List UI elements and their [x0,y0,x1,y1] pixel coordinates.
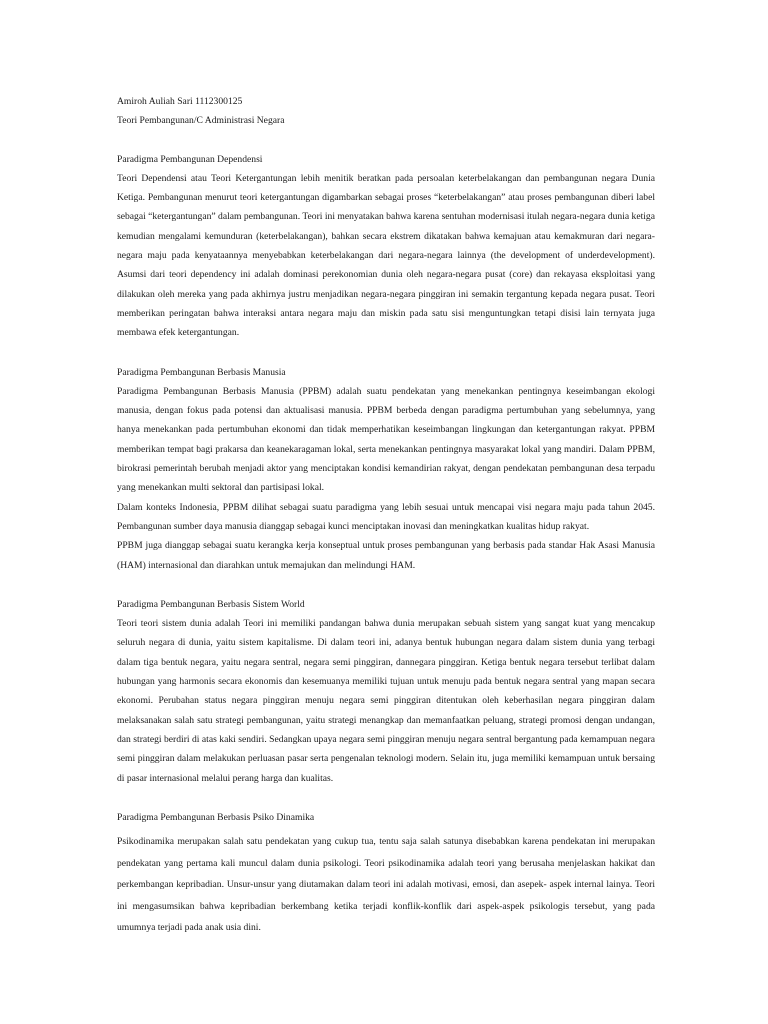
section-title: Paradigma Pembangunan Berbasis Psiko Dinamika [117,811,315,823]
section-dependensi [117,150,655,343]
paragraph: Teori teori sistem dunia adalah Teori ini memiliki pandangan bahwa dunia merupakan sebuah sistem yang sangat kuat yang mencakup seluruh negara di dunia, yaitu sistem kapitalisme. Di dalam teori ini, adanya bentuk hubungan negara dalam sistem dunia yang terbagi dalam tiga bentuk negara, yaitu negara sentral, negara semi pinggiran, dannegara pinggiran. Ketiga bentuk negara tersebut terlibat dalam hubungan yang harmonis secara ekonomis dan kesemuanya memiliki tujuan untuk menuju pada bentuk negara sentral yang mapan secara ekonomi. Perubahan status negara pinggiran menuju negara semi pinggiran ditentukan oleh keberhasilan negara pinggiran dalam melaksanakan salah satu strategi pembangunan, yaitu strategi menangkap dan memanfaatkan peluang, strategi promosi dengan undangan, dan strategi berdiri di atas kaki sendiri. Sedangkan upaya negara semi pinggiran menuju negara sentral bergantung pada kemampuan negara semi pinggiran dalam melakukan perluasan pasar serta pengenalan teknologi modern. Selain itu, juga memiliki kemampuan untuk bersaing di pasar internasional melalui perang harga dan kualitas. [117,618,655,784]
paragraph: Teori Dependensi atau Teori Ketergantungan lebih menitik beratkan pada persoalan keterbelakangan dan pembangunan negara Dunia Ketiga. Pembangunan menurut teori ketergantungan digambarkan sebagai proses “keterbelakangan” atau proses pembangunan diberi label sebagai “ketergantungan” dalam pembangunan. Teori ini menyatakan bahwa karena sentuhan modernisasi itulah negara-negara dunia ketiga kemudian mengalami kemunduran (keterbelakangan), bahkan secara ekstrem dikatakan bahwa kemajuan atau kemakmuran dari negara-negara maju pada kenyataannya menyebabkan keterbelakangan dari negara-negara lainnya (the development of underdevelopment). Asumsi dari teori dependency ini adalah dominasi perekonomian dunia oleh negara-negara pusat (core) dan rekayasa eksploitasi yang dilakukan oleh mereka yang pada akhirnya justru menjadikan negara-negara pinggiran ini semakin tergantung kepada negara pusat. Teori memberikan peringatan bahwa interaksi antara negara maju dan miskin pada satu sisi menguntungkan tetapi disisi lain ternyata juga membawa efek ketergantungan. [117,172,655,339]
paragraph: PPBM juga dianggap sebagai suatu kerangka kerja konseptual untuk proses pembangunan yang berbasis pada standar Hak Asasi Manusia (HAM) internasional dan diarahkan untuk memajukan dan melindungi HAM. [117,540,655,571]
course-line: Teori Pembangunan/C Administrasi Negara [117,115,285,127]
document-header [117,92,655,131]
author-line: Amiroh Auliah Sari 1112300125 [117,96,243,107]
section-title: Paradigma Pembangunan Berbasis Sistem World [117,598,305,610]
section-title: Paradigma Pembangunan Dependensi [117,153,263,165]
section-psiko-dinamika [117,808,655,939]
section-title: Paradigma Pembangunan Berbasis Manusia [117,366,286,378]
paragraph: Dalam konteks Indonesia, PPBM dilihat sebagai suatu paradigma yang lebih sesuai untuk mencapai visi negara maju pada tahun 2045. Pembangunan sumber daya manusia dianggap sebagai kunci menciptakan inovasi dan meningkatkan kualitas hidup rakyat. [117,501,655,532]
paragraph: Psikodinamika merupakan salah satu pendekatan yang cukup tua, tentu saja salah satunya disebabkan karena pendekatan ini merupakan pendekatan yang pertama kali muncul dalam dunia psikologi. Teori psikodinamika adalah teori yang berusaha menjelaskan hakikat dan perkembangan kepribadian. Unsur-unsur yang diutamakan dalam teori ini adalah motivasi, emosi, dan asepek- aspek internal lainya. Teori ini mengasumsikan bahwa kepribadian berkembang ketika terjadi konflik-konflik dari aspek-aspek psikologis tersebut, yang pada umumnya terjadi pada anak usia dini. [117,836,655,934]
document-page [117,92,655,959]
section-sistem-world [117,595,655,788]
paragraph: Paradigma Pembangunan Berbasis Manusia (PPBM) adalah suatu pendekatan yang menekankan pentingnya keseimbangan ekologi manusia, dengan fokus pada potensi dan aktualisasi manusia. PPBM berbeda dengan paradigma pertumbuhan yang sebelumnya, yang hanya menekankan pada pertumbuhan ekonomi dan tidak memperhatikan keseimbangan lingkungan dan ketergantungan rakyat. PPBM memberikan tempat bagi prakarsa dan keanekaragaman lokal, serta menekankan pentingnya masyarakat lokal yang mandiri. Dalam PPBM, birokrasi pemerintah berubah menjadi aktor yang menciptakan kondisi kemandirian rakyat, dengan pendekatan pembangunan desa terpadu yang menekankan multi sektoral dan partisipasi lokal. [117,385,655,494]
section-berbasis-manusia [117,363,655,575]
